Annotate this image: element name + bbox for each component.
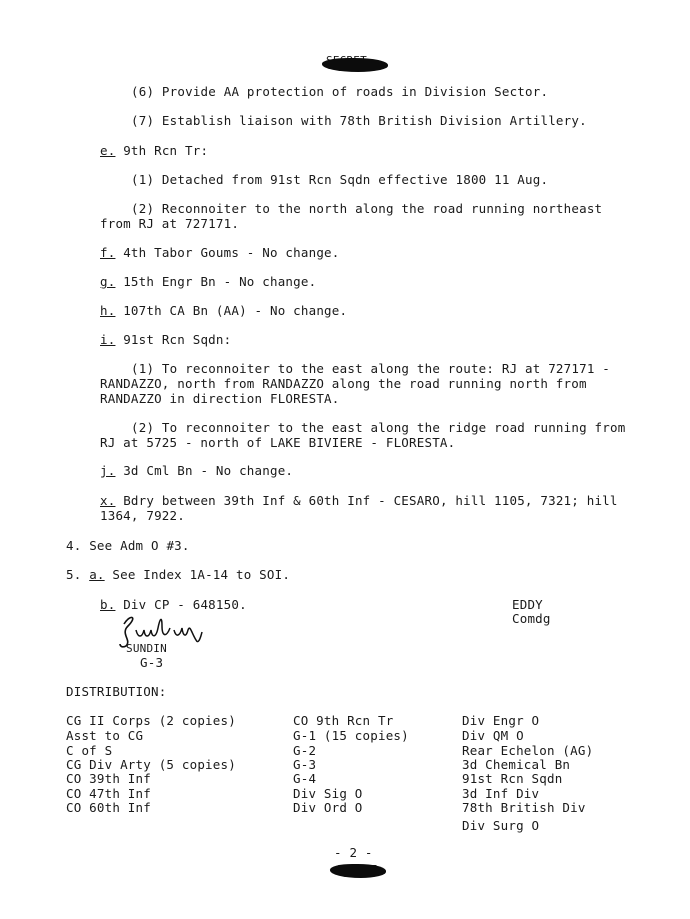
- commander-title: Comdg: [512, 611, 551, 626]
- para-g: [100, 274, 316, 289]
- distribution-entry: G-4: [293, 771, 317, 786]
- distribution-heading: DISTRIBUTION:: [66, 684, 167, 699]
- para-5b-text: Div CP - 648150.: [123, 597, 247, 612]
- distribution-entry: G-3: [293, 757, 317, 772]
- item-6: [131, 84, 548, 99]
- para-g-text: 15th Engr Bn - No change.: [123, 274, 317, 289]
- para-e-sub2-line1: [131, 201, 602, 216]
- distribution-entry: Div Sig O: [293, 786, 363, 801]
- distribution-entry: Div Engr O: [462, 713, 540, 728]
- para-h-text: 107th CA Bn (AA) - No change.: [123, 303, 348, 318]
- para-i-letter: i.: [100, 332, 116, 347]
- distribution-entry: Rear Echelon (AG): [462, 743, 594, 758]
- distribution-entry: G-1 (15 copies): [293, 728, 409, 743]
- distribution-entry: CO 60th Inf: [66, 800, 151, 815]
- para-e-sub1: [131, 172, 548, 187]
- para-j-text: 3d Cml Bn - No change.: [123, 463, 294, 478]
- para-e: [100, 143, 208, 158]
- para-e-sub1-num: (1): [131, 172, 155, 187]
- item-7: [131, 113, 587, 128]
- distribution-entry: CG II Corps (2 copies): [66, 713, 236, 728]
- para-i-sub2-num: (2): [131, 420, 155, 435]
- signer-name: SUNDIN: [126, 642, 167, 655]
- distribution-entry: Div QM O: [462, 728, 524, 743]
- para-e-sub1-text: Detached from 91st Rcn Sqdn effective 1800 11 Aug.: [161, 172, 549, 187]
- para-x-letter: x.: [100, 493, 116, 508]
- para-e-letter: e.: [100, 143, 116, 158]
- para-x-text: Bdry between 39th Inf & 60th Inf - CESARO, hill 1105, 7321; hill: [123, 493, 618, 508]
- distribution-entry: CG Div Arty (5 copies): [66, 757, 236, 772]
- para-i-sub1-text: To reconnoiter to the east along the route: RJ at 727171 -: [161, 361, 611, 376]
- distribution-entry: G-2: [293, 743, 317, 758]
- distribution-entry: 3d Inf Div: [462, 786, 540, 801]
- para-x-line2: 1364, 7922.: [100, 508, 185, 523]
- page-number: - 2 -: [334, 845, 373, 860]
- distribution-entry: CO 39th Inf: [66, 771, 151, 786]
- para-5a-text: See Index 1A-14 to SOI.: [112, 567, 291, 582]
- para-e-title: 9th Rcn Tr:: [123, 143, 209, 158]
- para-x-line1: [100, 493, 618, 508]
- para-g-letter: g.: [100, 274, 116, 289]
- commander-name: EDDY: [512, 597, 543, 612]
- para-i-sub1-line1: [131, 361, 610, 376]
- item-6-text: Provide AA protection of roads in Division Sector.: [161, 84, 549, 99]
- para-h: [100, 303, 347, 318]
- item-7-num: (7): [131, 113, 155, 128]
- distribution-entry: Div Surg O: [462, 818, 540, 833]
- para-f-text: 4th Tabor Goums - No change.: [123, 245, 340, 260]
- para-5-num: 5.: [66, 567, 82, 582]
- distribution-entry: Div Ord O: [293, 800, 363, 815]
- distribution-entry: Asst to CG: [66, 728, 144, 743]
- para-j-letter: j.: [100, 463, 116, 478]
- item-7-text: Establish liaison with 78th British Division Artillery.: [161, 113, 587, 128]
- para-j: [100, 463, 293, 478]
- para-h-letter: h.: [100, 303, 116, 318]
- distribution-entry: CO 47th Inf: [66, 786, 151, 801]
- para-i-sub2-line2: RJ at 5725 - north of LAKE BIVIERE - FLORESTA.: [100, 435, 456, 450]
- para-i: [100, 332, 231, 347]
- para-5a-letter: a.: [89, 567, 105, 582]
- para-5a: [66, 567, 290, 582]
- para-f-letter: f.: [100, 245, 116, 260]
- distribution-entry: CO 9th Rcn Tr: [293, 713, 394, 728]
- para-e-sub2-text: Reconnoiter to the north along the road running northeast: [161, 201, 603, 216]
- para-i-title: 91st Rcn Sqdn:: [123, 332, 232, 347]
- item-6-num: (6): [131, 84, 155, 99]
- signer-title: G-3: [140, 655, 164, 670]
- para-i-sub2-line1: [131, 420, 625, 435]
- para-f: [100, 245, 340, 260]
- distribution-entry: 78th British Div: [462, 800, 586, 815]
- distribution-entry: 3d Chemical Bn: [462, 757, 571, 772]
- para-4: [66, 538, 190, 553]
- header-redaction-mark: [322, 58, 388, 72]
- para-4-text: See Adm O #3.: [89, 538, 190, 553]
- distribution-entry: 91st Rcn Sqdn: [462, 771, 563, 786]
- para-5b-letter: b.: [100, 597, 116, 612]
- para-4-num: 4.: [66, 538, 82, 553]
- distribution-entry: C of S: [66, 743, 113, 758]
- para-i-sub1-line3: RANDAZZO in direction FLORESTA.: [100, 391, 340, 406]
- para-e-sub2-num: (2): [131, 201, 155, 216]
- para-i-sub1-line2: RANDAZZO, north from RANDAZZO along the road running north from: [100, 376, 587, 391]
- para-i-sub1-num: (1): [131, 361, 155, 376]
- para-i-sub2-text: To reconnoiter to the east along the ridge road running from: [161, 420, 626, 435]
- para-e-sub2-line2: from RJ at 727171.: [100, 216, 240, 231]
